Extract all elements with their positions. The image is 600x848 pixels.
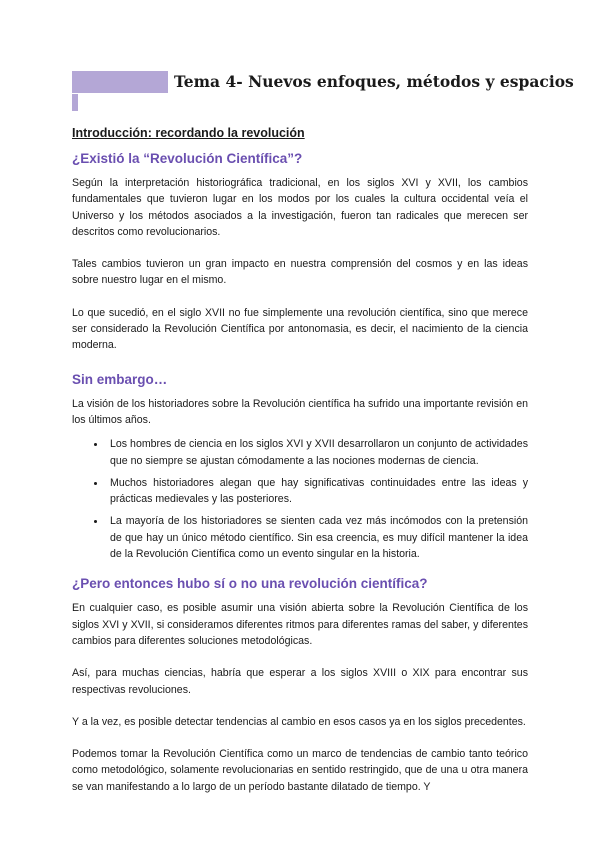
document-title-block — [72, 71, 574, 111]
section-heading-sin-embargo: Sin embargo… — [72, 371, 168, 387]
paragraph: La visión de los historiadores sobre la Revolución científica ha sufrido una importante revisión en los últimos años. — [72, 397, 528, 426]
list-item: • La mayoría de los historiadores se sienten cada vez más incómodos con la pretensión de que hay un único método científico. Sin esa creencia, es muy difícil mantener la idea de la Revolución Científica como un evento singular en la historia. — [106, 513, 528, 562]
document-title: Tema 4- Nuevos enfoques, métodos y espacios — [174, 72, 574, 91]
paragraph: En cualquier caso, es posible asumir una visión abierta sobre la Revolución Científica de los siglos XVI y XVII, si consideramos diferentes ritmos para diferentes ramas del saber, y diferentes cambios para diferentes soluciones metodológicas. — [72, 602, 528, 647]
section-heading-pero-entonces: ¿Pero entonces hubo sí o no una revolución científica? — [72, 576, 428, 592]
intro-heading: Introducción: recordando la revolución — [72, 126, 305, 140]
paragraph: Lo que sucedió, en el siglo XVII no fue simplemente una revolución científica, sino que merece ser considerado la Revolución Científica por antonomasia, es decir, el nacimiento de la ciencia moderna. — [72, 306, 528, 352]
paragraph: Así, para muchas ciencias, habría que esperar a los siglos XVIII o XIX para encontrar sus respectivas revoluciones. — [72, 667, 528, 696]
paragraph: Podemos tomar la Revolución Científica como un marco de tendencias de cambio tanto teórico como metodológico, solamente revolucionarias en sentido restringido, que de una u otra manera se van manifestando a lo largo de un período bastante dilatado de tiempo. Y — [72, 748, 528, 793]
paragraph: Tales cambios tuvieron un gran impacto en nuestra comprensión del cosmos y en las ideas sobre nuestro lugar en el mismo. — [72, 258, 528, 287]
list-item: • Muchos historiadores alegan que hay significativas continuidades entre las ideas y prácticas medievales y las posteriores. — [106, 475, 528, 508]
section-heading-existio: ¿Existió la “Revolución Científica”? — [72, 151, 303, 166]
document-body — [72, 124, 528, 811]
paragraph: Según la interpretación historiográfica tradicional, en los siglos XVI y XVII, los cambios fundamentales que tuvieron lugar en los modos por los cuales la cultura occidental veía el Universo y los métodos asociados a la investigación, fueron tan radicales que merecen ser descritos como revolucionarios. — [72, 177, 528, 238]
title-highlight-stub — [72, 94, 78, 111]
list-item: • Los hombres de ciencia en los siglos XVI y XVII desarrollaron un conjunto de actividades que no siempre se ajustan cómodamente a las nociones modernas de ciencia. — [106, 436, 528, 469]
paragraph: Y a la vez, es posible detectar tendencias al cambio en esos casos ya en los siglos precedentes. — [72, 715, 526, 728]
title-highlight-bar — [72, 71, 168, 93]
bullet-list — [72, 436, 528, 562]
